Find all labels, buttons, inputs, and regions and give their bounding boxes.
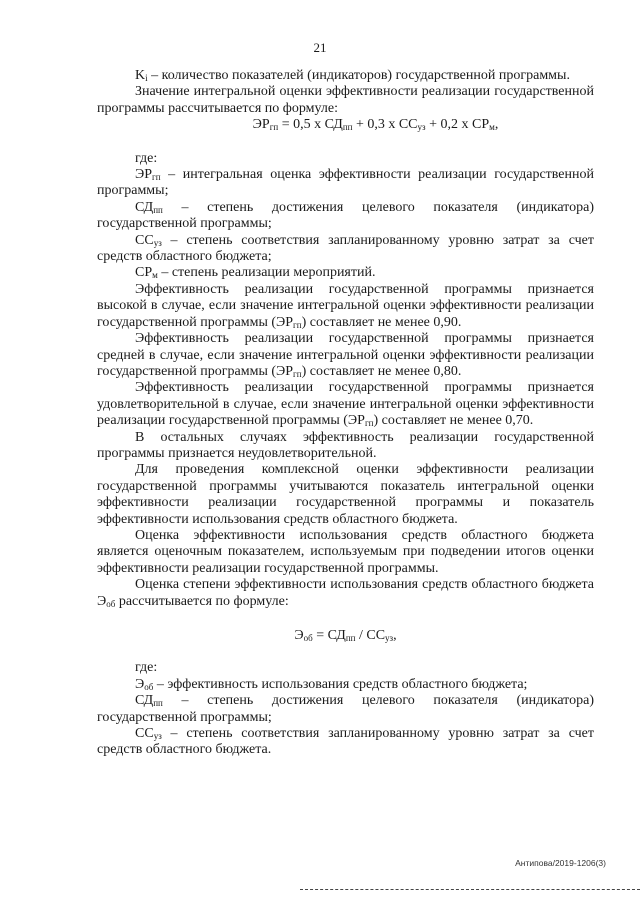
formula-term: , (393, 628, 397, 643)
symbol: СР (135, 265, 153, 281)
paragraph-text: Эффективность реализации государственной программы признается высокой в случае, если значение интегральной оценки эффективности реализации государственной программы (ЭР (97, 281, 594, 330)
definition-srm (97, 265, 594, 281)
symbol-subscript: гп (364, 418, 374, 429)
definition-text: – интегральная оценка эффективности реализации государственной программы; (97, 167, 594, 199)
definition-sdpp-2 (97, 693, 594, 726)
definition-text: – эффективность использования средств областного бюджета; (153, 676, 528, 692)
formula-subscript: гп (269, 122, 279, 133)
symbol-subscript: пп (153, 698, 163, 709)
definition-text: – количество показателей (индикаторов) государственной программы. (147, 68, 570, 83)
paragraph-integral-intro: Значение интегральной оценки эффективности реализации государственной программы рассчитывается по формуле: (97, 84, 594, 116)
definition-eob (97, 677, 594, 693)
symbol-subscript: об (144, 681, 154, 692)
paragraph-text: Эффективность реализации государственной программы признается средней в случае, если значение интегральной оценки эффективности реализации государственной программы (ЭР (97, 331, 594, 379)
page-bottom-dashed-divider (300, 889, 640, 890)
paragraph-satisfactory-efficiency (97, 380, 594, 429)
paragraph-budget-degree (97, 577, 594, 610)
formula-budget-efficiency (97, 628, 594, 644)
symbol-subscript: i (145, 73, 148, 83)
symbol: СД (135, 693, 154, 709)
paragraph-ki-definition (97, 68, 594, 84)
paragraph-text: ) составляет не менее 0,90. (301, 314, 462, 330)
document-footer-code: Антипова/2019-1206(3) (515, 858, 606, 868)
paragraph-high-efficiency (97, 282, 594, 331)
page-number: 21 (313, 40, 327, 55)
symbol: СС (135, 726, 154, 742)
symbol: ЭР (135, 167, 153, 183)
symbol: СД (135, 199, 154, 215)
formula-term: , (494, 117, 499, 133)
formula-subscript: м (489, 122, 495, 133)
formula-term: Э (294, 628, 304, 643)
definition-text: – степень достижения целевого показателя (индикатора) государственной программы; (97, 693, 594, 725)
symbol-subscript: гп (293, 319, 302, 330)
paragraph-text: ) составляет не менее 0,70. (373, 413, 534, 429)
definition-text: – степень достижения целевого показателя (индикатора) государственной программы; (97, 199, 594, 232)
document-body (97, 68, 594, 759)
symbol: СС (135, 232, 154, 248)
paragraph-text: Эффективность реализации государственной программы признается удовлетворительной в случае, если значение интегральной оценки эффективности реализации государственной программы (ЭР (97, 380, 594, 429)
paragraph-text: рассчитывается по формуле: (115, 593, 289, 609)
symbol-subscript: м (152, 270, 158, 281)
formula-term: = 0,5 х СД (278, 117, 343, 133)
formula-subscript: пп (342, 122, 353, 133)
formula-subscript: уз (385, 633, 394, 643)
symbol: K (135, 68, 146, 83)
paragraph-complex-evaluation: Для проведения комплексной оценки эффективности реализации государственной программы учитываются показатель интегральной оценки эффективности реализации государственной программы и показатель эффективности использования средств областного бюджета. (97, 462, 594, 527)
formula-subscript: уз (417, 122, 426, 133)
formula-subscript: об (303, 633, 313, 643)
symbol-subscript: пп (153, 204, 163, 215)
formula-subscript: пп (345, 633, 356, 643)
paragraph-text: Оценка степени эффективности использования средств областного бюджета Э (97, 577, 594, 609)
where-label: где: (135, 660, 158, 676)
where-label: где: (135, 150, 158, 166)
symbol-subscript: гп (293, 368, 302, 379)
formula-term: ЭР (252, 117, 270, 133)
formula-term: / СС (355, 628, 386, 643)
symbol: Э (135, 676, 145, 692)
formula-term: = СД (312, 628, 346, 643)
symbol-subscript: уз (153, 237, 162, 248)
symbol-subscript: гп (152, 172, 161, 183)
formula-term: + 0,3 х СС (352, 117, 418, 133)
definition-sdpp (97, 200, 594, 233)
formula-term: + 0,2 х СР (425, 117, 490, 133)
definition-ssuz-2 (97, 726, 594, 759)
definition-text: – степень соответствия запланированному уровню затрат за счет средств областного бюджета. (97, 726, 594, 758)
definition-ssuz (97, 233, 594, 266)
definition-erp (97, 167, 594, 200)
paragraph-medium-efficiency (97, 331, 594, 380)
symbol-subscript: об (106, 598, 116, 609)
paragraph-text: ) составляет не менее 0,80. (301, 363, 462, 379)
paragraph-unsatisfactory: В остальных случаях эффективность реализации государственной программы признается неудовлетворительной. (97, 429, 594, 461)
definition-text: – степень соответствия запланированному уровню затрат за счет средств областного бюджета; (97, 232, 594, 265)
formula-integral (97, 117, 594, 133)
symbol-subscript: уз (153, 731, 162, 742)
definition-text: – степень реализации мероприятий. (157, 265, 376, 281)
paragraph-budget-estimate: Оценка эффективности использования средств областного бюджета является оценочным показателем, используемым при подведении итогов оценки эффективности реализации государственной программы. (97, 527, 594, 576)
